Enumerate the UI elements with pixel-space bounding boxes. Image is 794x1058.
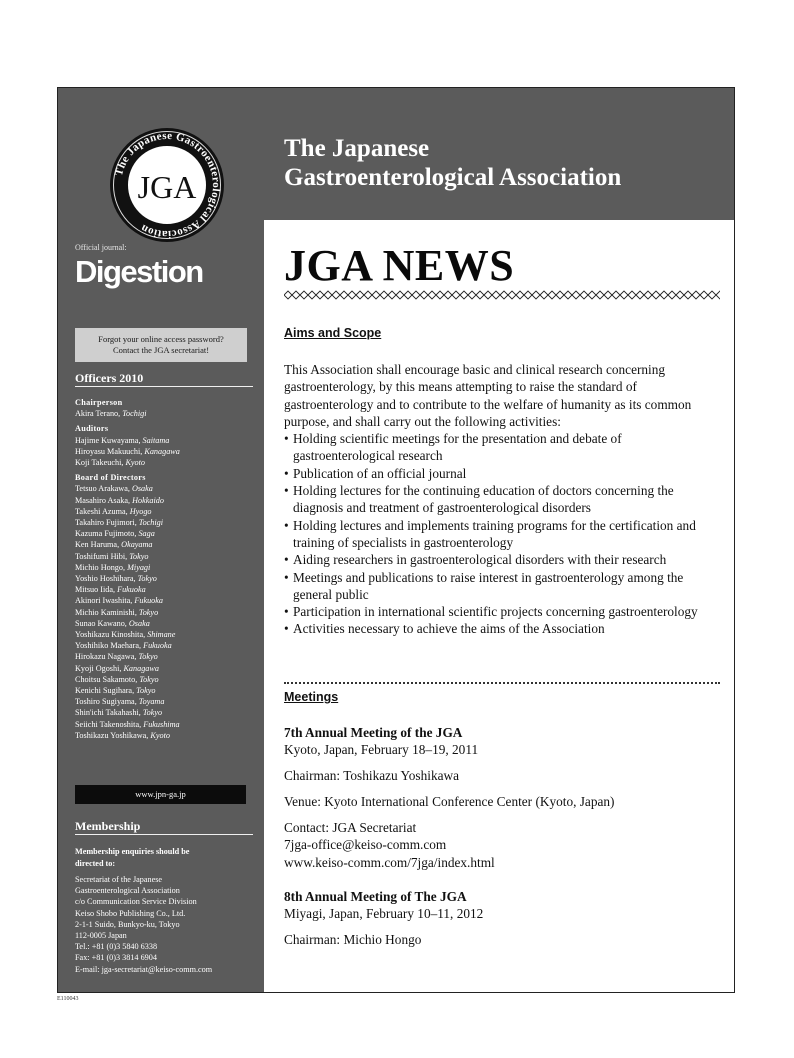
diamond-ornament (468, 291, 476, 299)
officer-place: Saitama (142, 435, 170, 445)
sidebar (58, 88, 264, 992)
bullet-icon: • (284, 483, 289, 499)
officers-heading: Officers 2010 (75, 371, 144, 385)
diamond-ornament (684, 291, 692, 299)
diamond-ornament (404, 291, 412, 299)
officer-name: Ken Haruma (75, 540, 118, 550)
officer-entry: Shin'ichi Takahashi, Tokyo (75, 708, 163, 718)
officer-name: Michio Kaminishi (75, 607, 135, 617)
board-role: Board of Directors (75, 473, 146, 483)
officer-place: Fukuoka (134, 596, 164, 606)
aims-item (284, 430, 720, 465)
officer-entry: Ken Haruma, Okayama (75, 540, 153, 550)
diamond-ornament (636, 291, 644, 299)
officer-name: Akira Terano (75, 409, 119, 419)
diamond-ornament (308, 291, 316, 299)
diamond-ornament (716, 291, 720, 299)
diamond-ornament (428, 291, 436, 299)
diamond-ornament (652, 291, 660, 299)
news-title: JGA NEWS (284, 241, 515, 290)
officers-list (75, 397, 251, 741)
officer-name: Kyoji Ogoshi (75, 663, 120, 673)
diamond-ornament (676, 291, 684, 299)
diamond-ornament (668, 291, 676, 299)
officer-name: Sunao Kawano (75, 618, 125, 628)
meeting-8-chairman: Chairman: Michio Hongo (284, 932, 422, 947)
officer-entry: Michio Kaminishi, Tokyo (75, 607, 159, 617)
diamond-ornament (332, 291, 340, 299)
bullet-icon: • (284, 604, 289, 620)
diamond-ornament (324, 291, 332, 299)
officer-name: Choitsu Sakamoto (75, 674, 136, 684)
aims-item-text: Aiding researchers in gastroenterological disorders with their research (293, 552, 667, 568)
meeting-7-header (284, 724, 720, 759)
address-line: Fax: +81 (0)3 3814 6904 (75, 953, 157, 963)
officer-place: Tokyo (142, 708, 163, 718)
membership-heading: Membership (75, 819, 141, 833)
membership-intro-line2: directed to: (75, 858, 116, 868)
officer-name: Michio Hongo (75, 562, 123, 572)
association-title-line1: The Japanese (284, 135, 430, 162)
diamond-ornament (436, 291, 444, 299)
aims-item (284, 603, 720, 620)
aims-item (284, 482, 720, 517)
diamond-ornament (516, 291, 524, 299)
address-line: 112-0005 Japan (75, 931, 127, 941)
officer-name: Toshikazu Yoshikawa (75, 730, 147, 740)
officer-place: Hokkaido (132, 495, 164, 505)
officer-name: Hirokazu Nagawa (75, 652, 135, 662)
officer-place: Fukushima (143, 719, 180, 729)
officer-name: Akinori Iwashita (75, 596, 131, 606)
diamond-ornament (348, 291, 356, 299)
officer-place: Tokyo (137, 574, 157, 584)
aims-list (284, 430, 720, 638)
diamond-ornament (548, 291, 556, 299)
diamond-ornament (380, 291, 388, 299)
address-line: E-mail: jga-secretariat@keiso-comm.com (75, 964, 213, 974)
aims-item (284, 569, 720, 604)
password-reminder-line2: Contact the JGA secretariat! (112, 345, 210, 355)
officer-entry: Hirokazu Nagawa, Tokyo (75, 652, 158, 662)
officer-entry: Kazuma Fujimoto, Saga (75, 529, 155, 539)
officer-place: Hyogo (129, 506, 152, 516)
officer-entry: Yoshihiko Maehara, Fukuoka (75, 641, 172, 651)
aims-intro: This Association shall encourage basic and clinical research concerning gastroenterology, by this means attempting to raise the standard of gastroenterology and to contribute to the welfare of humanity as its common purpose, and shall carry out the following activities: (284, 362, 692, 429)
meetings-heading: Meetings (284, 690, 339, 704)
officer-entry: Sunao Kawano, Osaka (75, 618, 150, 628)
diamond-ornament (300, 291, 308, 299)
journal-name: Digestion (75, 254, 203, 289)
officer-place: Tokyo (139, 674, 159, 684)
officer-name: Tetsuo Arakawa (75, 484, 128, 494)
aims-item-text: Participation in international scientific projects concerning gastroenterology (293, 604, 698, 620)
bullet-icon: • (284, 552, 289, 568)
officer-place: Fukuoka (143, 641, 172, 651)
meeting-8-header (284, 888, 720, 923)
diamond-ornament (604, 291, 612, 299)
officer-entry: Seiichi Takenoshita, Fukushima (75, 719, 180, 729)
officer-name: Toshifumi Hibi (75, 551, 126, 561)
association-title (284, 134, 621, 192)
chairperson-role: Chairperson (75, 398, 123, 407)
footer-code: E110043 (57, 996, 79, 1002)
diamond-ornament (484, 291, 492, 299)
diamond-ornament (612, 291, 620, 299)
diamond-ornament (644, 291, 652, 299)
diamond-ornament (588, 291, 596, 299)
address-line: c/o Communication Service Division (75, 897, 197, 907)
meeting-7-web[interactable]: www.keiso-comm.com/7jga/index.html (284, 854, 495, 870)
officer-place: Shimane (147, 630, 176, 640)
diamond-ornament (364, 291, 372, 299)
diamond-ornament (284, 291, 292, 299)
address-line: 2-1-1 Suido, Bunkyo-ku, Tokyo (75, 919, 180, 929)
meeting-7-title: 7th Annual Meeting of the JGA (284, 725, 463, 740)
address-line: Tel.: +81 (0)3 5840 6338 (75, 942, 158, 952)
aims-item-text: Publication of an official journal (293, 465, 467, 481)
bullet-icon: • (284, 569, 289, 585)
diamond-ornament (596, 291, 604, 299)
officer-entry: Takahiro Fujimori, Tochigi (75, 518, 164, 528)
officer-entry: Yoshio Hoshihara, Tokyo (75, 574, 157, 584)
officer-place: Tochigi (138, 518, 164, 528)
membership-divider (75, 834, 253, 835)
diamond-ornament (628, 291, 636, 299)
meeting-7-chairman: Chairman: Toshikazu Yoshikawa (284, 768, 459, 783)
officer-place: Saga (138, 529, 155, 539)
diamond-ornament (492, 291, 500, 299)
meeting-8-title: 8th Annual Meeting of The JGA (284, 889, 467, 904)
diamond-ornament (524, 291, 532, 299)
svg-text:JGA: JGA (137, 169, 197, 205)
officer-place: Tokyo (138, 607, 159, 617)
meeting-8-location: Miyagi, Japan, February 10–11, 2012 (284, 906, 484, 922)
section-divider (284, 682, 720, 684)
officer-name: Yoshio Hoshihara (75, 574, 134, 584)
officer-place: Toyama (138, 697, 165, 707)
meeting-7-location: Kyoto, Japan, February 18–19, 2011 (284, 742, 479, 758)
aims-item-text: Holding lectures for the continuing education of doctors concerning the diagnosis and treatment of gastroenterological disorders (293, 483, 674, 516)
officer-place: Osaka (128, 618, 150, 628)
officer-entry: Toshiro Sugiyama, Toyama (75, 697, 165, 707)
diamond-ornament (660, 291, 668, 299)
officer-entry: Kenichi Sugihara, Tokyo (75, 686, 156, 696)
officer-entry: Akinori Iwashita, Fukuoka (75, 596, 164, 606)
bullet-icon: • (284, 465, 289, 481)
officers-divider (75, 386, 253, 387)
membership-intro-line1: Membership enquiries should be (75, 847, 190, 856)
diamond-ornament (556, 291, 564, 299)
diamond-ornament (580, 291, 588, 299)
association-title-line2: Gastroenterological Association (284, 164, 622, 191)
diamond-ornament (356, 291, 364, 299)
diamond-ornament (508, 291, 516, 299)
officer-place: Fukuoka (117, 585, 146, 595)
diamond-ornament (396, 291, 404, 299)
officer-entry: Yoshikazu Kinoshita, Shimane (75, 630, 176, 640)
diamond-rule (284, 290, 720, 300)
diamond-ornament (620, 291, 628, 299)
password-reminder (75, 328, 247, 362)
jga-seal-logo (110, 128, 224, 242)
chairperson-list (75, 408, 251, 419)
diamond-ornament (388, 291, 396, 299)
officer-name: Yoshikazu Kinoshita (75, 630, 144, 640)
aims-item (284, 620, 720, 637)
membership-intro (75, 846, 251, 869)
officer-name: Kazuma Fujimoto (75, 529, 135, 539)
address-line: Secretariat of the Japanese (75, 875, 163, 884)
officer-name: Kenichi Sugihara (75, 686, 133, 696)
officer-place: Tochigi (122, 409, 147, 419)
officer-entry: Michio Hongo, Miyagi (75, 562, 151, 572)
officer-name: Shin'ichi Takahashi (75, 708, 139, 718)
officer-place: Kyoto (125, 458, 145, 468)
officer-entry: Tetsuo Arakawa, Osaka (75, 484, 153, 494)
officer-entry: Masahiro Asaka, Hokkaido (75, 495, 164, 505)
diamond-ornament (692, 291, 700, 299)
officer-entry: Toshifumi Hibi, Tokyo (75, 551, 149, 561)
diamond-ornament (316, 291, 324, 299)
svg-text:The Japanese Gastroenterologic: The Japanese Gastroenterological Association (112, 129, 223, 241)
officer-name: Takeshi Azuma (75, 506, 126, 516)
aims-item-text: Holding scientific meetings for the presentation and debate of gastroenterological research (293, 431, 622, 464)
aims-item (284, 551, 720, 568)
aims-item-text: Activities necessary to achieve the aims of the Association (293, 621, 605, 637)
diamond-ornament (500, 291, 508, 299)
meeting-7-email[interactable]: 7jga-office@keiso-comm.com (284, 837, 447, 853)
diamond-ornament (700, 291, 708, 299)
officer-name: Hajime Kuwayama (75, 435, 139, 445)
address-line: Keiso Shobo Publishing Co., Ltd. (75, 908, 186, 918)
diamond-ornament (444, 291, 452, 299)
auditors-list (75, 435, 251, 469)
officer-place: Miyagi (127, 562, 151, 572)
officer-place: Tokyo (136, 686, 156, 696)
password-reminder-line1: Forgot your online access password? (98, 334, 224, 344)
diamond-ornament (372, 291, 380, 299)
officer-entry: Takeshi Azuma, Hyogo (75, 506, 152, 516)
address-line: Gastroenterological Association (75, 886, 180, 896)
meeting-7-contact (284, 819, 720, 871)
official-journal-label: Official journal: (75, 243, 127, 252)
officer-entry: Choitsu Sakamoto, Tokyo (75, 674, 159, 684)
auditors-role: Auditors (75, 424, 109, 434)
officer-name: Seiichi Takenoshita (75, 719, 140, 729)
diamond-ornament (412, 291, 420, 299)
bullet-icon: • (284, 431, 289, 447)
officer-place: Okayama (121, 540, 153, 550)
officer-entry: Hiroyasu Makuuchi, Kanagawa (75, 446, 180, 456)
aims-item (284, 465, 720, 482)
officer-entry: Kyoji Ogoshi, Kanagawa (75, 663, 159, 673)
aims-item (284, 517, 720, 552)
officer-place: Kanagawa (123, 663, 159, 673)
officer-name: Hiroyasu Makuuchi (75, 446, 141, 456)
officer-place: Osaka (131, 484, 153, 494)
officer-place: Kanagawa (144, 446, 180, 456)
bullet-icon: • (284, 517, 289, 533)
meeting-7-venue: Venue: Kyoto International Conference Center (Kyoto, Japan) (284, 794, 615, 809)
officer-place: Kyoto (150, 730, 170, 740)
diamond-ornament (564, 291, 572, 299)
aims-body (284, 361, 720, 638)
header-band (264, 88, 734, 220)
board-list (75, 483, 251, 741)
diamond-ornament (540, 291, 548, 299)
diamond-ornament (572, 291, 580, 299)
diamond-ornament (532, 291, 540, 299)
diamond-ornament (476, 291, 484, 299)
website-link[interactable]: www.jpn-ga.jp (75, 785, 246, 804)
officer-name: Mitsuo Iida (75, 585, 113, 595)
diamond-ornament (340, 291, 348, 299)
aims-heading: Aims and Scope (284, 326, 382, 340)
aims-item-text: Holding lectures and implements training programs for the certification and training of specialists in gastroenterology (293, 517, 696, 550)
diamond-ornament (292, 291, 300, 299)
officer-entry: Hajime Kuwayama, Saitama (75, 435, 170, 445)
aims-item-text: Meetings and publications to raise interest in gastroenterology among the general public (293, 569, 684, 602)
officer-name: Koji Takeuchi (75, 458, 122, 468)
officer-entry: Akira Terano, Tochigi (75, 409, 147, 419)
bullet-icon: • (284, 621, 289, 637)
officer-name: Yoshihiko Maehara (75, 641, 139, 651)
diamond-ornament (708, 291, 716, 299)
diamond-ornament (460, 291, 468, 299)
secretariat-address (75, 874, 251, 975)
meeting-7-contact-label: Contact: JGA Secretariat (284, 820, 417, 835)
officer-entry: Koji Takeuchi, Kyoto (75, 458, 145, 468)
officer-name: Toshiro Sugiyama (75, 697, 135, 707)
officer-name: Takahiro Fujimori (75, 518, 135, 528)
officer-entry: Toshikazu Yoshikawa, Kyoto (75, 730, 170, 740)
officer-name: Masahiro Asaka (75, 495, 128, 505)
officer-entry: Mitsuo Iida, Fukuoka (75, 585, 146, 595)
officer-place: Tokyo (129, 551, 149, 561)
diamond-ornament (420, 291, 428, 299)
officer-place: Tokyo (138, 652, 158, 662)
diamond-ornament (452, 291, 460, 299)
